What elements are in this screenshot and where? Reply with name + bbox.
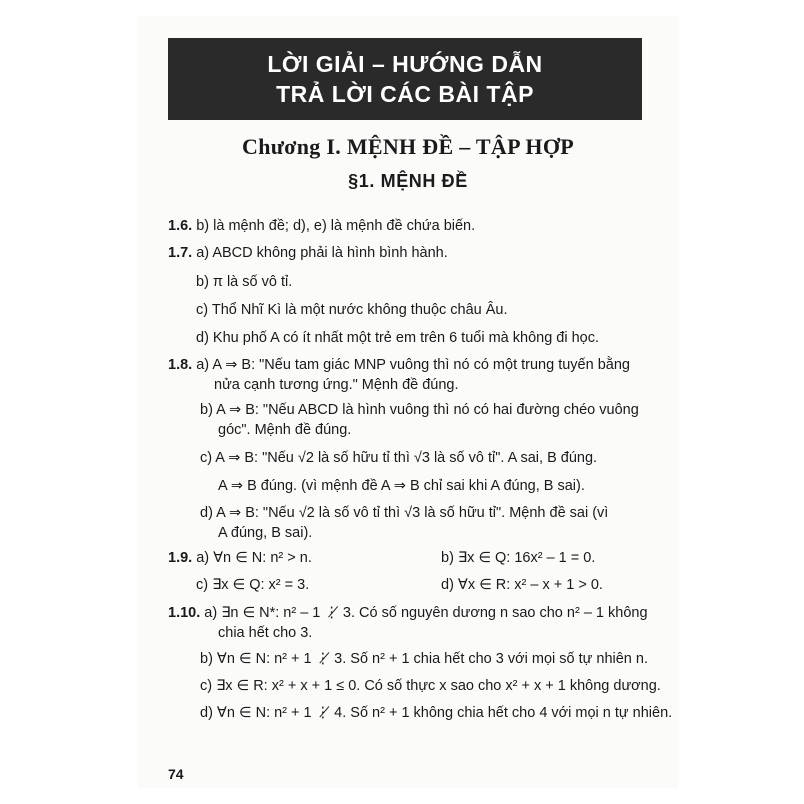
book-page [138, 16, 678, 788]
exercise-1-10-d: d) ∀n ∈ N: n² + 1 ⋮̸ 4. Số n² + 1 không chia hết cho 4 với mọi n tự nhiên. [200, 705, 673, 721]
exercise-text: b) là mệnh đề; d), e) là mệnh đề chứa biến. [196, 218, 476, 234]
exercise-1-9-row-1 [168, 549, 668, 567]
exercise-1-8-c: c) A ⇒ B: "Nếu √2 là số hữu tỉ thì √3 là số vô tỉ". A sai, B đúng. [200, 450, 598, 466]
exercise-1-10-a [168, 604, 648, 622]
page-number: 74 [168, 766, 184, 782]
section-title: §1. MỆNH ĐỀ [348, 171, 468, 191]
banner-line-1: LỜI GIẢI – HƯỚNG DẪN [267, 51, 543, 77]
exercise-1-8-d-cont: A đúng, B sai). [218, 525, 313, 541]
exercise-1-7-d: d) Khu phố A có ít nhất một trẻ em trên 6 tuổi mà không đi học. [196, 330, 600, 346]
exercise-number: 1.6. [168, 218, 193, 234]
exercise-number: 1.9. [168, 550, 193, 566]
exercise-text-c: c) ∃x ∈ Q: x² = 3. [196, 577, 310, 593]
banner-line-2: TRẢ LỜI CÁC BÀI TẬP [276, 81, 534, 107]
exercise-text-b: b) ∃x ∈ Q: 16x² – 1 = 0. [441, 550, 596, 566]
exercise-text: a) ∃n ∈ N*: n² – 1 ⋮̸ 3. Có số nguyên dương n sao cho n² – 1 không [204, 605, 648, 621]
answer-banner [168, 38, 642, 120]
exercise-number: 1.7. [168, 245, 193, 261]
exercise-1-8-b-cont: góc". Mệnh đề đúng. [218, 422, 352, 438]
exercise-1-10-a-cont: chia hết cho 3. [218, 625, 313, 641]
exercise-1-6 [168, 217, 475, 235]
exercise-number: 1.8. [168, 357, 193, 373]
exercise-1-8-a-cont: nửa cạnh tương ứng." Mệnh đề đúng. [214, 377, 459, 393]
exercise-text: a) A ⇒ B: "Nếu tam giác MNP vuông thì nó có một trung tuyến bằng [196, 357, 630, 373]
exercise-1-9-row-2 [196, 576, 666, 594]
exercise-1-7-a [168, 244, 448, 262]
exercise-number: 1.10. [168, 605, 201, 621]
exercise-text: a) ABCD không phải là hình bình hành. [196, 245, 448, 261]
exercise-text-d: d) ∀x ∈ R: x² – x + 1 > 0. [441, 577, 603, 593]
exercise-1-7-b: b) π là số vô tỉ. [196, 274, 293, 290]
exercise-1-7-c: c) Thổ Nhĩ Kì là một nước không thuộc châu Âu. [196, 302, 508, 318]
exercise-1-8-a [168, 356, 630, 374]
exercise-1-8-d: d) A ⇒ B: "Nếu √2 là số vô tỉ thì √3 là số hữu tỉ". Mệnh đề sai (vì [200, 505, 609, 521]
exercise-1-8-b: b) A ⇒ B: "Nếu ABCD là hình vuông thì nó có hai đường chéo vuông [200, 402, 639, 418]
exercise-text-a: a) ∀n ∈ N: n² > n. [196, 550, 312, 566]
exercise-1-10-b: b) ∀n ∈ N: n² + 1 ⋮̸ 3. Số n² + 1 chia hết cho 3 với mọi số tự nhiên n. [200, 651, 648, 667]
chapter-title: Chương I. MỆNH ĐỀ – TẬP HỢP [242, 134, 574, 159]
exercise-1-8-c-cont: A ⇒ B đúng. (vì mệnh đề A ⇒ B chỉ sai khi A đúng, B sai). [218, 478, 585, 494]
exercise-1-10-c: c) ∃x ∈ R: x² + x + 1 ≤ 0. Có số thực x sao cho x² + x + 1 không dương. [200, 678, 661, 694]
